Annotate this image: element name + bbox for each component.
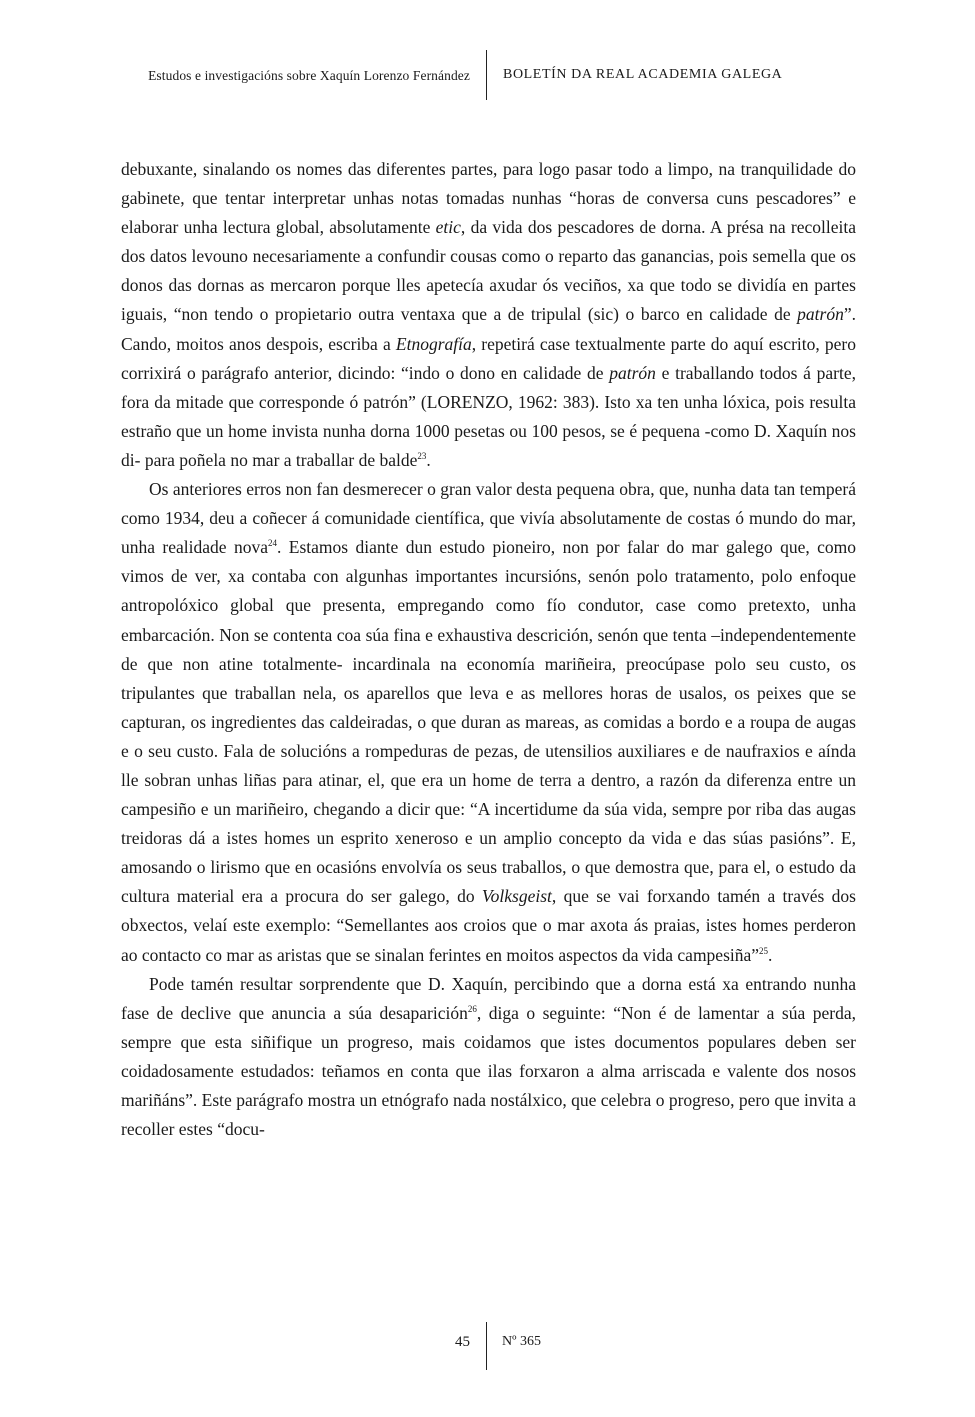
italic-term: Etnografía xyxy=(395,333,472,354)
text-run: . xyxy=(768,944,773,965)
page-number: 45 xyxy=(455,1334,470,1350)
italic-term: Volksgeist xyxy=(481,886,552,907)
text-run: e traballando todos á parte, fora da mitade que corresponde ó patrón” (LORENZO, 1962: 383). Isto xa ten unha lóxica, pois resulta estraño que un home invista nunha dorna 1000 pesetas ou 100 pesos, se é pequena -como D. Xaquín nos di- para poñela no mar a traballar de balde xyxy=(121,362,856,470)
text-run: ”. Cando, moitos anos despois, escriba a xyxy=(121,304,856,354)
footnote-ref[interactable]: 23 xyxy=(417,450,427,461)
italic-term: etic xyxy=(435,217,461,238)
running-title: Estudos e investigacións sobre Xaquín Lorenzo Fernández xyxy=(148,68,470,83)
text-run: Os anteriores erros non fan desmerecer o gran valor desta pequena obra, que, nunha data tan temperá como 1934, deu a coñecer á comunidade científica, que vivía absolutamente de costas ó mundo do mar, unha realidade nova xyxy=(121,479,856,558)
text-run: , que se vai forxando tamén a través dos obxectos, velaí este exemplo: “Semellantes aos croios que o mar axota ás praias, istes homes perderon ao contacto co mar as aristas que se sinalan ferintes en moitos aspectos da vida campesiña” xyxy=(121,886,856,965)
italic-term: patrón xyxy=(609,362,656,383)
article-body xyxy=(121,155,856,1144)
paragraph-2 xyxy=(121,475,856,970)
paragraph-1 xyxy=(121,155,856,475)
text-run: . Estamos diante dun estudo pioneiro, non por falar do mar galego que, como vimos de ver, xa contaba con algunhas importantes incursións, senón polo tratamento, polo enfoque antropolóxico global que presenta, empregando como fío condutor, case como pretexto, unha embarcación. Non se contenta coa súa fina e exhaustiva descrición, senón que tenta –independentemente de que non atine totalmente- incardinala na economía mariñeira, preocúpase polo seu custo, os tripulantes que traballan nela, os aparellos que leva e as mellores horas de usalos, os peixes que se capturan, os ingredientes das caldeiradas, o que duran as mareas, as comidas a bordo e a roupa de augas e o seu custo. Fala de solucións a rompeduras de pezas, de utensilios auxiliares e de naufraxios e aínda lle sobran unhas liñas para atinar, el, que era un home de terra a dentro, a razón da diferenza entre un campesiño e un mariñeiro, chegando a dicir que: “A incertidume da súa vida, sempre por riba das augas treidoras dá a istes homes un esprito xeneroso e un amplio concepto da vida e das súas pasións”. E, amosando o lirismo que en ocasións envolvía os seus traballos, o que demostra que, para el, o estudo da cultura material era a procura do ser galego, do xyxy=(121,537,857,907)
footer-divider xyxy=(486,1322,487,1370)
paragraph-3 xyxy=(121,970,856,1145)
footnote-ref[interactable]: 24 xyxy=(268,538,277,549)
italic-term: patrón xyxy=(797,304,844,325)
issue-number: Nº 365 xyxy=(502,1334,541,1349)
header-divider xyxy=(486,50,487,100)
page-header xyxy=(0,50,975,100)
text-run: , da vida dos pescadores de dorna. A présa na recolleita dos datos levouno necesariamente a confundir cousas como o reparto das ganancias, pois semella que os donos das dornas as mercaron porque lles apetecía axudar ós veciños, xa que todo se dividía en partes iguais, “non tendo o propietario outra ventaxa que a de tripulal (sic) o barco en calidade de xyxy=(121,217,856,325)
text-run: . xyxy=(426,449,431,470)
footnote-ref[interactable]: 25 xyxy=(759,945,769,956)
text-run: debuxante, sinalando os nomes das diferentes partes, para logo pasar todo a limpo, na tranquilidade do gabinete, que tentar interpretar unhas notas tomadas nunhas “horas de conversa cuns pescadores” e elaborar unha lectura global, absolutamente xyxy=(121,159,856,238)
footnote-ref[interactable]: 26 xyxy=(467,1003,477,1014)
journal-title: BOLETÍN DA REAL ACADEMIA GALEGA xyxy=(503,67,783,82)
text-run: , repetirá case textualmente parte do aquí escrito, pero corrixirá o parágrafo anterior, dicindo: “indo o dono en calidade de xyxy=(121,333,856,383)
text-run: Pode tamén resultar sorprendente que D. Xaquín, percibindo que a dorna está xa entrando nunha fase de declive que anuncia a súa desaparición xyxy=(121,973,856,1023)
page-footer xyxy=(0,1322,975,1370)
text-run: , diga o seguinte: “Non é de lamentar a súa perda, sempre que esta siñifique un progreso, mais coidamos que istes documentos populares deben ser coidadosamente estudados: teñamos en conta que ilas forxaron a alma arriscada e valente dos nosos mariñáns”. Este parágrafo mostra un etnógrafo nada nostálxico, que celebra o progreso, pero que invita a recoller estes “docu- xyxy=(121,1002,856,1140)
